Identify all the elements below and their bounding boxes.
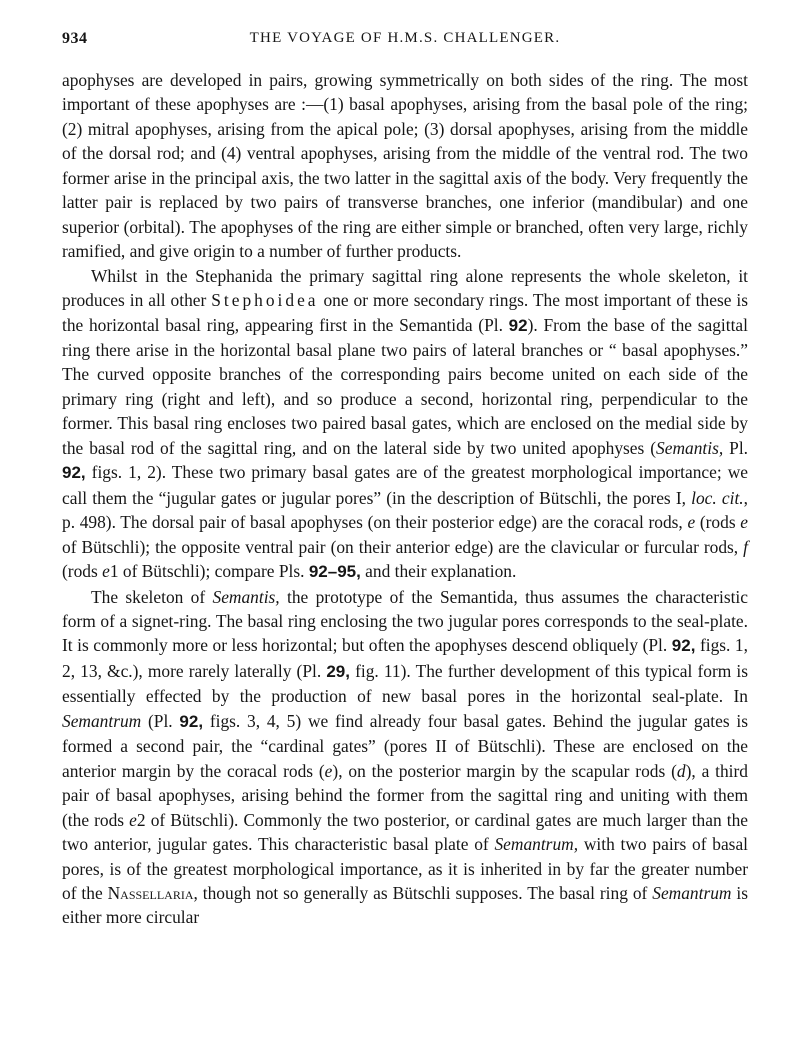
- spaced-term: Stephoidea: [211, 290, 319, 311]
- italic-term: e: [129, 809, 137, 830]
- plate-reference: 92: [508, 315, 528, 335]
- text-run: 1 of Bütschli); compare Pls.: [109, 561, 309, 582]
- small-caps-term: Nassellaria: [107, 882, 194, 903]
- text-run: the prototype of the Semantida, thus assumes the characteristic form of a signet-ring. The basal ring enclosing the two jugular pores corresponds to the seal-plate. It is commonly more or less horizontal; but often the apophyses descend obliquely (Pl.: [62, 586, 748, 656]
- italic-term: Semantis,: [656, 437, 724, 458]
- text-run: with two pairs of basal pores, is of the greatest morphological importance, as it is inherited in by far the greater number of the: [62, 834, 748, 903]
- text-run: and their explanation.: [360, 561, 517, 582]
- text-run: (rods: [62, 561, 103, 582]
- text-run: Whilst in the Stephanida the primary sagittal ring alone represents the whole skeleton, it produces in all other: [62, 265, 748, 311]
- italic-term: Semantrum: [652, 882, 732, 903]
- italic-term: Semantrum: [62, 710, 142, 731]
- text-run: figs. 1, 2, 13, &c.), more rarely laterally (Pl.: [62, 635, 748, 681]
- text-run: apophyses are developed in pairs, growing symmetrically on both sides of the ring. The most important of these apophyses are :—(1) basal apophyses, arising from the basal pole of the ring; (2) mitral apophyses, arising from the apical pole; (3) dorsal apophyses, arising from the middle of the dorsal rod; and (4) ventral apophyses, arising from the middle of the ventral rod. The two former arise in the principal axis, the two latter in the sagittal axis of the body. Very frequently the latter pair is replaced by two pairs of transverse branches, one inferior (mandibular) and one superior (orbital). The apophyses of the ring are either simple or branched, often very large, richly ramified, and give origin to a number of further products.: [62, 70, 748, 262]
- text-run: figs. 3, 4, 5) we find already four basal gates. Behind the jugular gates is formed a second pair, the “cardinal gates” (pores II of Bütschli). These are enclosed on the anterior margin by the coracal rods (: [62, 710, 748, 781]
- text-run: ), a third pair of basal apophyses, arising behind the former from the sagittal ring and uniting with them (the rods: [62, 760, 748, 830]
- text-run: fig. 11). The further development of this typical form is essentially effected by the production of new basal pores in the horizontal seal-plate. In: [62, 660, 748, 707]
- text-run: of Bütschli); the opposite ventral pair (on their anterior edge) are the clavicular or furcular rods,: [62, 536, 744, 557]
- plate-reference: 29,: [326, 661, 350, 681]
- italic-term: e: [687, 512, 696, 533]
- text-run: one or more secondary rings. The most important of these is the horizontal basal ring, appearing first in the Semantida (: [62, 290, 748, 335]
- plate-reference: 92,: [62, 463, 86, 483]
- text-run: ), on the posterior margin by the scapular rods (: [332, 760, 677, 781]
- text-run: , though not so generally as Bütschli supposes. The basal ring of: [193, 882, 653, 903]
- body-text: [62, 68, 748, 930]
- italic-term: f: [743, 536, 748, 557]
- text-run: , p. 498). The dorsal pair of basal apophyses (on their posterior edge) are the coracal rods,: [62, 487, 748, 533]
- text-run: (rods: [695, 512, 741, 533]
- text-run: Pl.: [723, 437, 749, 458]
- paragraph: [62, 585, 748, 930]
- italic-term: e: [740, 512, 748, 533]
- text-run: ). From the base of the sagittal ring there arise in the horizontal basal plane two pairs of lateral branches or “ basal apophyses.” The curved opposite branches of the corresponding pairs become united on each side of the primary ring (right and left), and so produce a second, horizontal ring, perpendicular to the former. This basal ring encloses two paired basal gates, which are enclosed on the medial side by the basal rod of the sagittal ring, and on the lateral side by two united apophyses (: [62, 314, 748, 458]
- page-number: 934: [62, 30, 88, 47]
- italic-term: e: [102, 561, 110, 582]
- italic-term: Semantis,: [212, 586, 280, 607]
- text-run: is either more circular: [62, 882, 748, 928]
- text-run: The skeleton of: [91, 586, 213, 607]
- italic-term: d: [676, 760, 686, 781]
- italic-term: loc. cit.: [691, 487, 744, 508]
- plate-reference: 92–95,: [308, 562, 361, 582]
- plate-reference: 92,: [179, 711, 204, 731]
- text-run: (Pl.: [141, 710, 180, 731]
- plate-reference: 92,: [671, 636, 696, 656]
- running-title: THE VOYAGE OF H.M.S. CHALLENGER.: [249, 30, 561, 46]
- paragraph: [62, 264, 748, 585]
- text-run: 2 of Bütschli). Commonly the two posterior, or cardinal gates are much larger than the two anterior, jugular gates. This characteristic basal plate of: [62, 809, 749, 855]
- text-run: Pl.: [484, 314, 509, 335]
- page-header: [62, 30, 748, 56]
- paragraph: [62, 68, 748, 264]
- italic-term: e: [324, 760, 333, 781]
- italic-term: Semantrum,: [494, 834, 579, 855]
- text-run: figs. 1, 2). These two primary basal gates are of the greatest morphological importance; we call them the “jugular gates or jugular pores” (in the description of Bütschli, the pores I,: [62, 462, 748, 508]
